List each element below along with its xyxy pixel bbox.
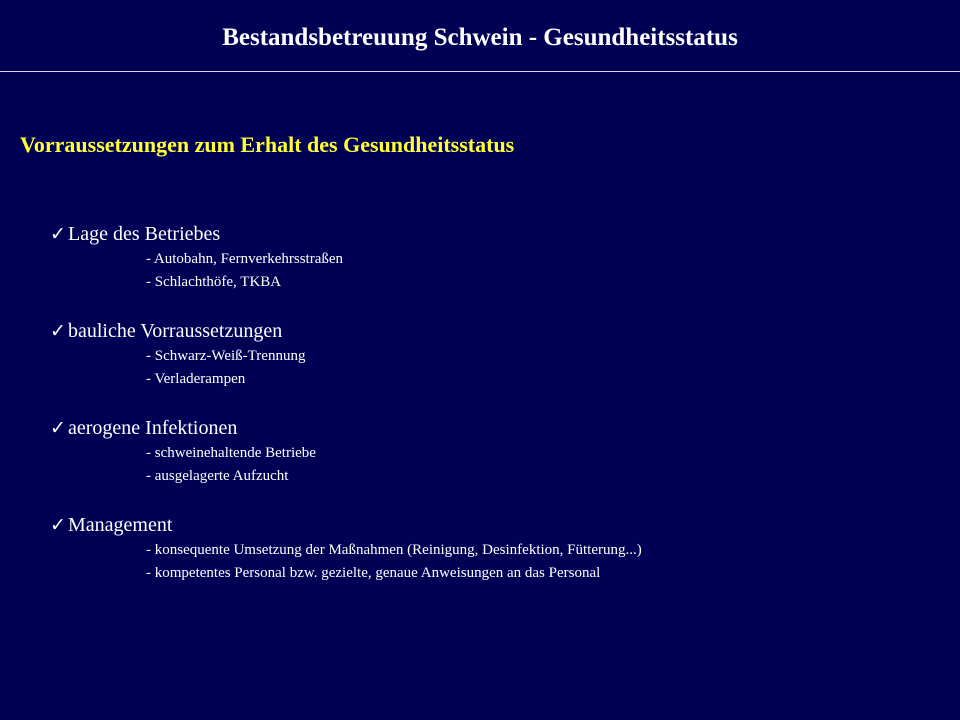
checklist-item-label: bauliche Vorraussetzungen bbox=[68, 320, 283, 342]
checklist-item-management bbox=[50, 512, 930, 585]
sub-item: - Schwarz-Weiß-Trennung bbox=[146, 348, 306, 364]
check-icon: ✓ bbox=[50, 224, 66, 245]
sub-item: - schweinehaltende Betriebe bbox=[146, 445, 316, 461]
checklist-item-lage bbox=[50, 221, 930, 294]
checklist-item-label: aerogene Infektionen bbox=[68, 417, 238, 439]
sub-item: - ausgelagerte Aufzucht bbox=[146, 468, 289, 484]
sub-item: - Autobahn, Fernverkehrsstraßen bbox=[146, 251, 344, 267]
sub-item: - konsequente Umsetzung der Maßnahmen (Reinigung, Desinfektion, Fütterung...) bbox=[146, 542, 642, 558]
slide-title: Bestandsbetreuung Schwein - Gesundheitsstatus bbox=[222, 24, 738, 51]
check-icon: ✓ bbox=[50, 418, 66, 439]
checklist-item-bauliche bbox=[50, 318, 930, 391]
checklist bbox=[50, 221, 930, 609]
check-icon: ✓ bbox=[50, 515, 66, 536]
section-subtitle: Vorraussetzungen zum Erhalt des Gesundheitsstatus bbox=[20, 132, 515, 157]
sub-list bbox=[50, 442, 930, 488]
title-divider bbox=[0, 71, 960, 72]
sub-item: - kompetentes Personal bzw. gezielte, genaue Anweisungen an das Personal bbox=[146, 565, 601, 581]
sub-list bbox=[50, 345, 930, 391]
sub-list bbox=[50, 539, 930, 585]
checklist-item-label: Lage des Betriebes bbox=[68, 223, 221, 245]
check-icon: ✓ bbox=[50, 321, 66, 342]
sub-list bbox=[50, 248, 930, 294]
checklist-item-label: Management bbox=[68, 514, 173, 536]
checklist-item-aerogene bbox=[50, 415, 930, 488]
sub-item: - Verladerampen bbox=[146, 371, 246, 387]
sub-item: - Schlachthöfe, TKBA bbox=[146, 274, 282, 290]
